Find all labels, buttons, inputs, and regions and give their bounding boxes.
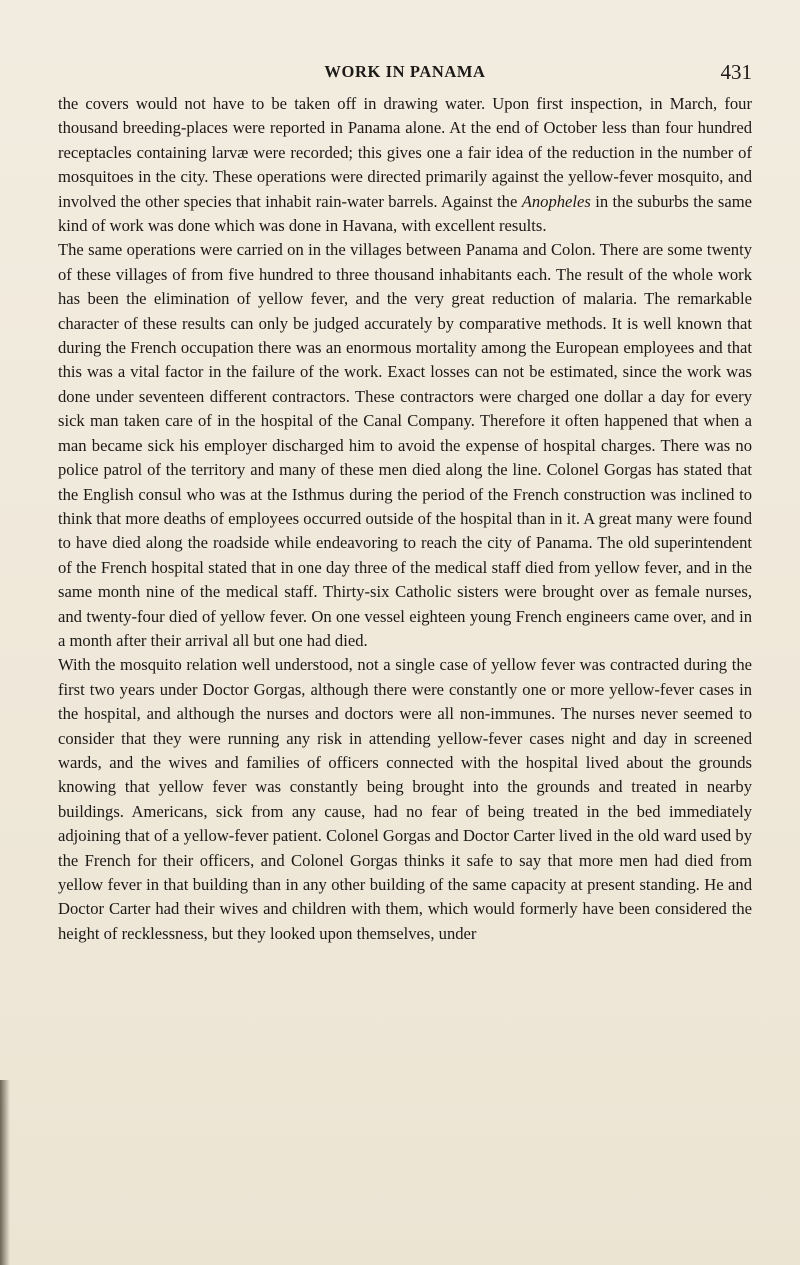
page-edge-shadow bbox=[0, 1080, 10, 1265]
running-head: WORK IN PANAMA bbox=[324, 62, 486, 81]
genus-name: Anopheles bbox=[521, 191, 591, 211]
page-number: 431 bbox=[720, 60, 752, 84]
paragraph-2: The same operations were carried on in the villages between Panama and Colon. There are some twenty of these villages of from five hundred to three thousand inhabitants each. The result of the whole work has been the elimination of yellow fever, and the very great reduction of malaria. The remarkable character of these results can only be judged accurately by comparative methods. It is well known that during the French occupation there was an enormous mortality among the European employees and that this was a vital factor in the failure of the work. Exact losses can not be estimated, since the work was done under seventeen different contractors. These contractors were charged one dollar a day for every sick man taken care of in the hospital of the Canal Company. Therefore it often happened that when a man became sick his employer discharged him to avoid the expense of hospital charges. There was no police patrol of the territory and many of these men died along the line. Colonel Gorgas has stated that the English consul who was at the Isthmus during the period of the French construction was inclined to think that more deaths of employees occurred outside of the hospital than in it. A great many were found to have died along the roadside while endeavoring to reach the city of Panama. The old superintendent of the French hospital stated that in one day three of the medical staff died from yellow fever, and in the same month nine of the medical staff. Thirty-six Catholic sisters were brought over as female nurses, and twenty-four died of yellow fever. On one vessel eighteen young French engineers came over, and in a month after their arrival all but one had died. bbox=[58, 240, 752, 650]
body-text bbox=[58, 92, 752, 946]
paragraph-3: With the mosquito relation well understood, not a single case of yellow fever was contracted during the first two years under Doctor Gorgas, although there were constantly one or more yellow-fever cases in the hospital, and although the nurses and doctors were all non-immunes. The nurses never seemed to consider that they were running any risk in attending yellow-fever cases night and day in screened wards, and the wives and families of officers connected with the hospital lived about the grounds knowing that yellow fever was constantly being brought into the grounds and treated in nearby buildings. Americans, sick from any cause, had no fear of being treated in the bed immediately adjoining that of a yellow-fever patient. Colonel Gorgas and Doctor Carter lived in the old ward used by the French for their officers, and Colonel Gorgas thinks it safe to say that more men had died from yellow fever in that building than in any other building of the same capacity at present standing. He and Doctor Carter had their wives and children with them, which would formerly have been considered the height of recklessness, but they looked upon themselves, under bbox=[58, 655, 752, 943]
paragraph-1: the covers would not have to be taken off in drawing water. Upon first inspection, in March, four thousand breeding-places were reported in Panama alone. At the end of October less than four hundred receptacles containing larvæ were recorded; this gives one a fair idea of the reduction in the number of mosquitoes in the city. These operations were directed primarily against the yellow-fever mosquito, and involved the other species that inhabit rain-water barrels. Against the Anopheles in the suburbs the same kind of work was done which was done in Havana, with excellent results. bbox=[58, 94, 752, 236]
page-header bbox=[58, 62, 752, 92]
